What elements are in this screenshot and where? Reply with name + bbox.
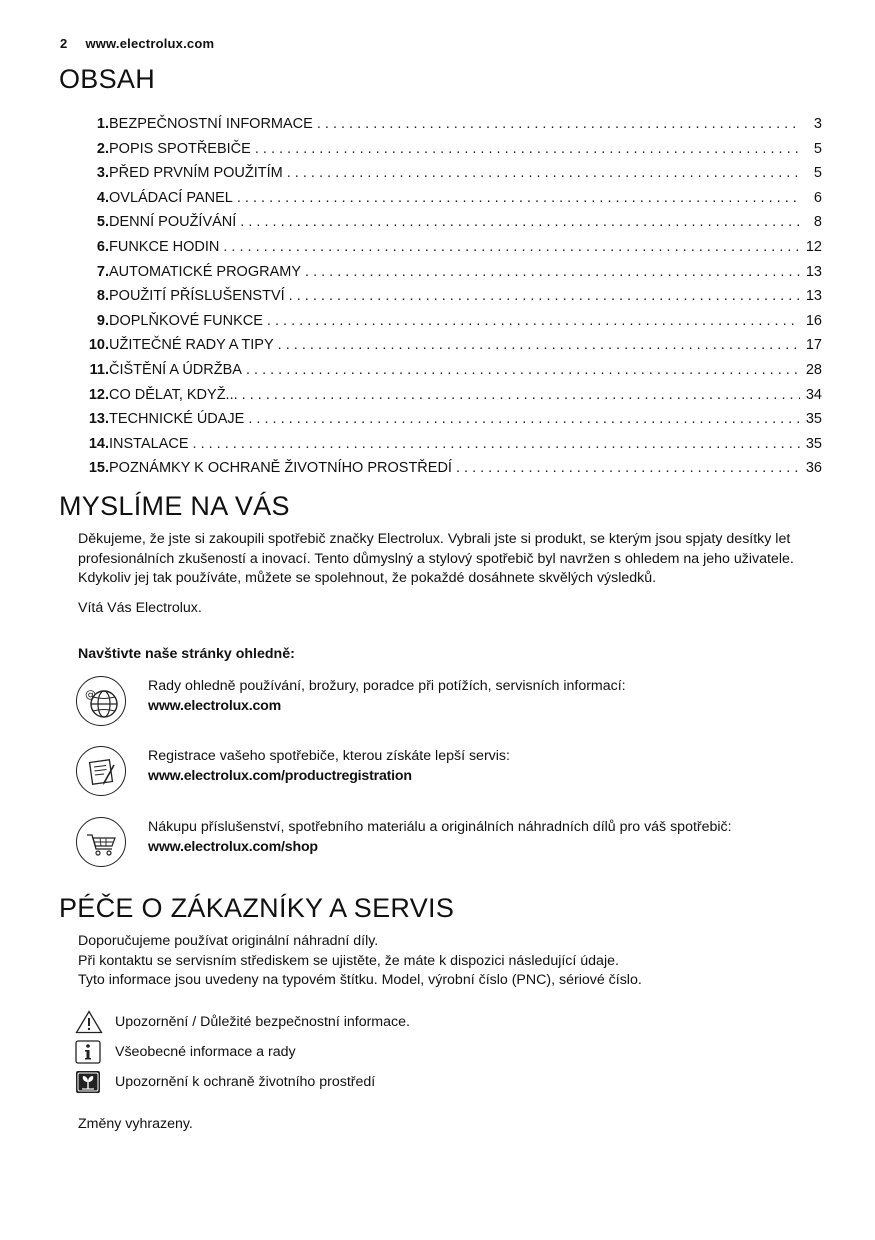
toc-leader-dots	[289, 288, 800, 304]
link-block-support	[76, 676, 836, 736]
welcome-text: Vítá Vás Electrolux.	[78, 600, 202, 616]
toc-item-page: 17	[805, 337, 822, 354]
toc-item-page: 13	[805, 263, 822, 280]
toc-item-page: 35	[805, 435, 822, 452]
toc-item[interactable]	[79, 436, 822, 461]
toc-item-title: POPIS SPOTŘEBIČE	[109, 140, 251, 157]
toc-item-page: 8	[813, 214, 822, 231]
toc-item[interactable]	[79, 387, 822, 412]
toc-leader-dots	[246, 362, 800, 378]
toc-item-number: 4.	[96, 189, 109, 206]
toc-item-title: UŽITEČNÉ RADY A TIPY	[109, 337, 274, 354]
symbol-text: Všeobecné informace a rady	[115, 1044, 296, 1060]
link-url[interactable]: www.electrolux.com	[148, 697, 282, 714]
toc-item[interactable]	[79, 214, 822, 239]
toc-item[interactable]	[79, 264, 822, 289]
toc-item-number: 9.	[96, 312, 109, 329]
toc-item-page: 13	[805, 288, 822, 305]
toc-item-number: 14.	[88, 435, 109, 452]
toc-item-page: 12	[805, 238, 822, 255]
link-description: Registrace vašeho spotřebiče, kterou získáte lepší servis:	[148, 748, 510, 764]
symbol-text: Upozornění k ochraně životního prostředí	[115, 1074, 376, 1090]
toc-leader-dots	[456, 460, 800, 476]
toc-item-number: 5.	[96, 214, 109, 231]
toc-item-page: 5	[813, 140, 822, 157]
toc-item-title: FUNKCE HODIN	[109, 238, 220, 255]
toc-item-page: 16	[805, 312, 822, 329]
toc-item[interactable]	[79, 190, 822, 215]
toc-item[interactable]	[79, 411, 822, 436]
about-heading: MYSLÍME NA VÁS	[59, 491, 290, 521]
link-block-registration	[76, 746, 836, 806]
warning-icon	[75, 1010, 101, 1034]
toc-leader-dots	[267, 313, 800, 329]
service-line: Tyto informace jsou uvedeny na typovém štítku. Model, výrobní číslo (PNC), sériové číslo.	[78, 972, 642, 988]
toc-item-number: 13.	[88, 411, 109, 428]
intro-paragraph: Děkujeme, že jste si zakoupili spotřebič značky Electrolux. Vybrali jste si produkt, se kterým jsou spjaty desítky let profesionálních zkušeností a inovací. Tento důmyslný a stylový spotřebič byl navržen s ohledem na jeho uživatele. Kdykoliv jej tak používáte, můžete se spolehnout, že pokaždé dosáhnete skvělých výsledků.	[78, 531, 794, 586]
toc-item[interactable]	[79, 460, 822, 485]
svg-text:@: @	[85, 688, 96, 701]
toc-leader-dots	[255, 141, 800, 157]
toc-item-page: 5	[813, 165, 822, 182]
toc-item[interactable]	[79, 288, 822, 313]
toc-item-page: 28	[805, 361, 822, 378]
toc-item-title: BEZPEČNOSTNÍ INFORMACE	[109, 116, 313, 132]
page-number: 2	[60, 36, 68, 51]
toc-leader-dots	[317, 116, 800, 132]
toc-item-title: POUŽITÍ PŘÍSLUŠENSTVÍ	[109, 288, 285, 305]
registration-form-icon	[76, 746, 126, 796]
toc-item-number: 1.	[96, 116, 109, 132]
toc-item[interactable]	[79, 116, 822, 141]
toc-item-number: 15.	[88, 460, 109, 477]
toc-item-number: 8.	[96, 288, 109, 305]
info-icon	[75, 1040, 101, 1064]
toc-item-title: PŘED PRVNÍM POUŽITÍM	[109, 165, 283, 182]
toc-item-number: 10.	[88, 337, 109, 354]
toc-item[interactable]	[79, 337, 822, 362]
globe-icon	[76, 676, 126, 726]
toc-item-title: INSTALACE	[109, 435, 189, 452]
toc-item-title: DENNÍ POUŽÍVÁNÍ	[109, 214, 237, 231]
symbol-text: Upozornění / Důležité bezpečnostní informace.	[115, 1014, 410, 1030]
link-description: Nákupu příslušenství, spotřebního materiálu a originálních náhradních dílů pro váš spotřebič:	[148, 819, 732, 835]
toc-item[interactable]	[79, 362, 822, 387]
toc-item-page: 36	[805, 460, 822, 477]
toc-item-title: POZNÁMKY K OCHRANĚ ŽIVOTNÍHO PROSTŘEDÍ	[109, 460, 452, 477]
toc-item-title: AUTOMATICKÉ PROGRAMY	[109, 263, 302, 280]
toc-item-number: 3.	[96, 165, 109, 182]
toc-item-number: 11.	[89, 361, 109, 378]
toc-item[interactable]	[79, 239, 822, 264]
service-paragraph	[78, 932, 823, 991]
link-url[interactable]: www.electrolux.com/productregistration	[148, 767, 412, 784]
toc-item-number: 12.	[88, 386, 109, 403]
service-line: Při kontaktu se servisním střediskem se ujistěte, že máte k dispozici následující údaje.	[78, 952, 619, 969]
link-block-shop	[76, 817, 836, 877]
toc-item-title: TECHNICKÉ ÚDAJE	[109, 411, 245, 428]
table-of-contents	[79, 116, 822, 485]
toc-item-page: 3	[813, 116, 822, 132]
environment-icon	[75, 1070, 101, 1094]
toc-item[interactable]	[79, 165, 822, 190]
toc-item-page: 34	[805, 386, 822, 403]
toc-item-number: 7.	[96, 263, 109, 280]
toc-leader-dots	[287, 165, 800, 181]
toc-leader-dots	[305, 264, 800, 280]
toc-item-page: 6	[813, 189, 822, 206]
link-description: Rady ohledně používání, brožury, poradce při potížích, servisních informací:	[148, 678, 626, 694]
toc-item-number: 2.	[96, 140, 109, 157]
toc-leader-dots	[237, 190, 800, 206]
page-header	[60, 36, 214, 51]
toc-item-number: 6.	[96, 238, 109, 255]
shopping-cart-icon	[76, 817, 126, 867]
toc-item-title: CO DĚLAT, KDYŽ...	[109, 386, 238, 403]
link-url[interactable]: www.electrolux.com/shop	[148, 838, 318, 855]
toc-leader-dots	[240, 214, 800, 230]
toc-item-title: OVLÁDACÍ PANEL	[109, 189, 233, 206]
toc-item[interactable]	[79, 141, 822, 166]
toc-item-title: ČIŠTĚNÍ A ÚDRŽBA	[109, 361, 242, 378]
changes-note: Změny vyhrazeny.	[78, 1116, 193, 1132]
toc-heading: OBSAH	[59, 64, 156, 94]
toc-leader-dots	[193, 436, 800, 452]
visit-label: Navštivte naše stránky ohledně:	[78, 646, 295, 662]
toc-leader-dots	[248, 411, 800, 427]
service-line: Doporučujeme používat originální náhradní díly.	[78, 933, 379, 949]
service-heading: PÉČE O ZÁKAZNÍKY A SERVIS	[59, 893, 455, 923]
website-link[interactable]: www.electrolux.com	[85, 36, 215, 51]
toc-item-page: 35	[805, 411, 822, 428]
toc-item-title: DOPLŇKOVÉ FUNKCE	[109, 312, 263, 329]
toc-item[interactable]	[79, 313, 822, 338]
toc-leader-dots	[278, 337, 800, 353]
toc-leader-dots	[242, 387, 800, 403]
toc-leader-dots	[223, 239, 800, 255]
